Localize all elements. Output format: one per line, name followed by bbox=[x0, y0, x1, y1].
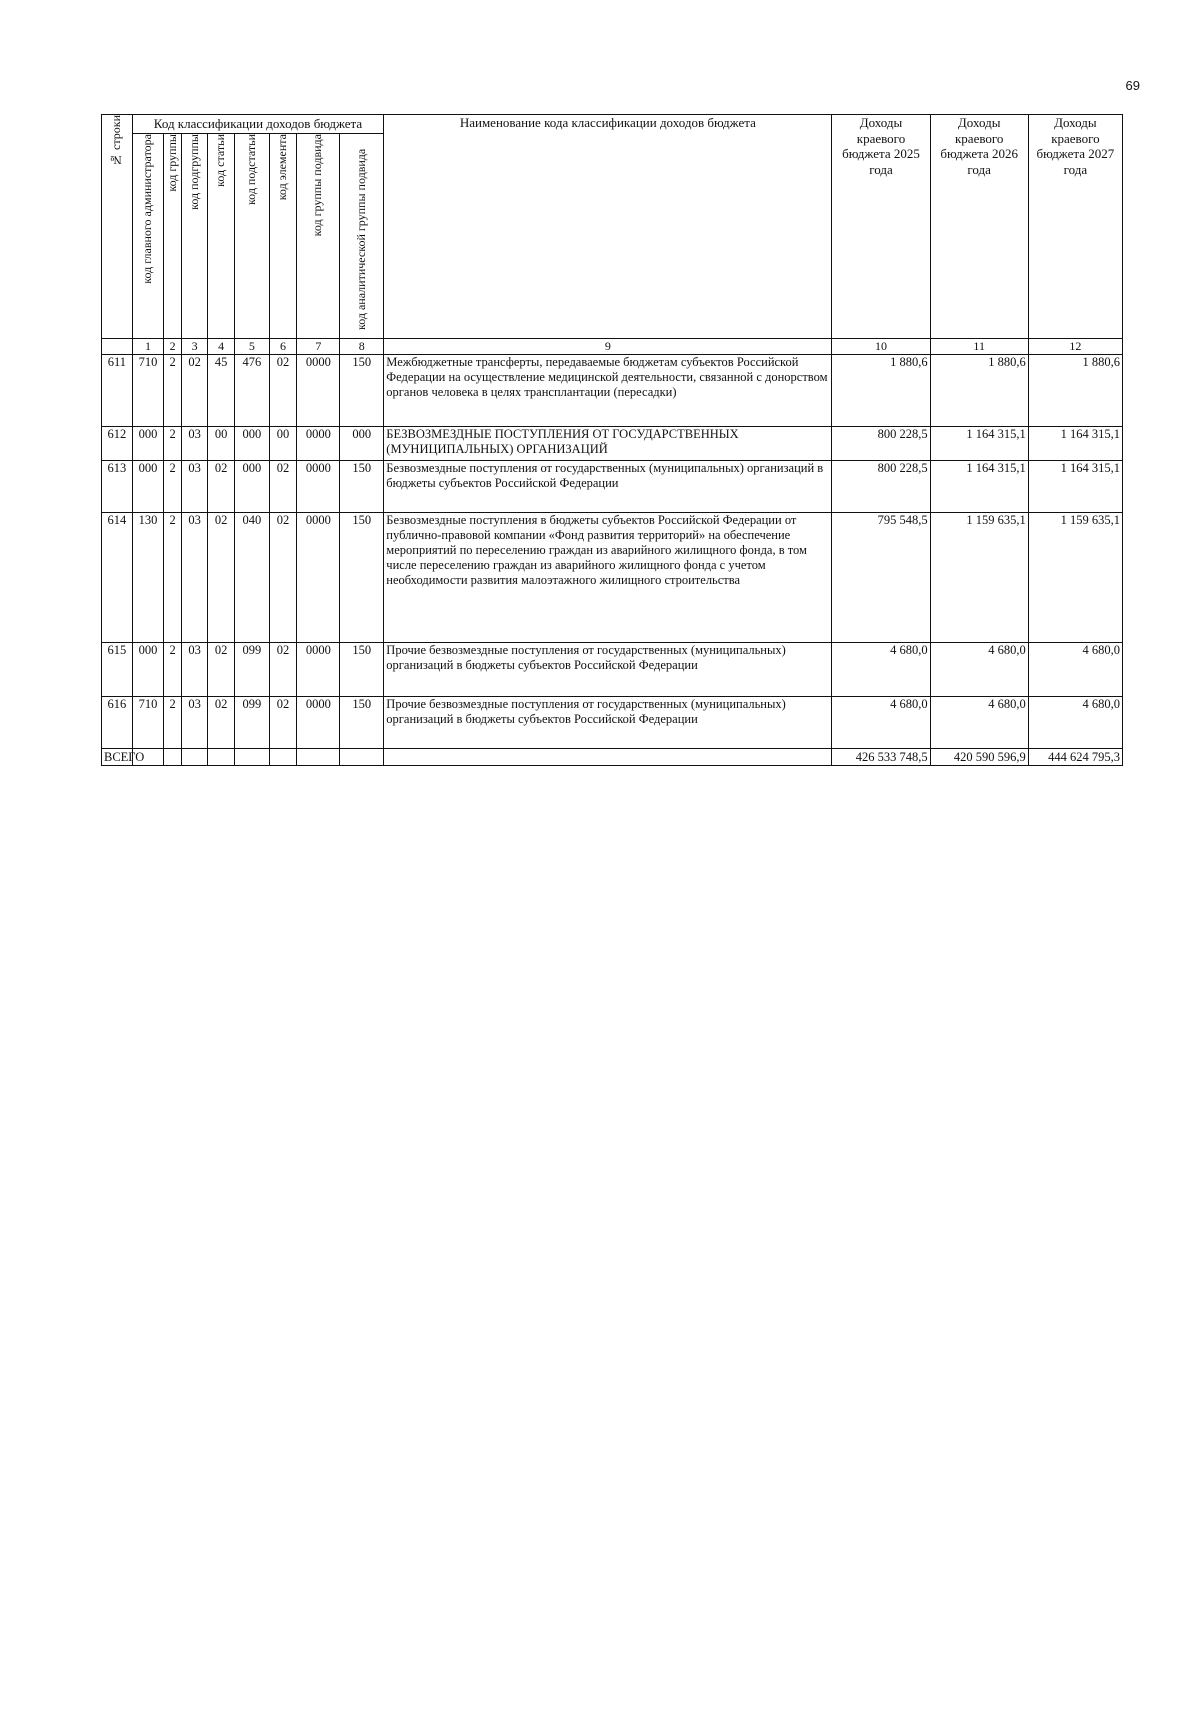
row-number-cell: 613 bbox=[102, 461, 133, 513]
total-2026-cell: 420 590 596,9 bbox=[930, 749, 1028, 766]
code-cell: 0000 bbox=[297, 513, 340, 643]
total-label: ВСЕГО bbox=[102, 749, 133, 766]
code-cell: 00 bbox=[269, 427, 297, 461]
name-column-header: Наименование кода классификации доходов бюджета bbox=[384, 115, 832, 339]
code-cell: 2 bbox=[164, 643, 181, 697]
column-number-cell: 4 bbox=[208, 339, 235, 355]
code-cell: 03 bbox=[181, 643, 208, 697]
code-cell: 0000 bbox=[297, 461, 340, 513]
code-cell bbox=[208, 749, 235, 766]
column-number-cell: 10 bbox=[832, 339, 930, 355]
code-cell: 00 bbox=[208, 427, 235, 461]
code-header-subtype-group: код группы подвида bbox=[297, 134, 340, 339]
total-2027-cell: 444 624 795,3 bbox=[1028, 749, 1122, 766]
code-header-article: код статьи bbox=[208, 134, 235, 339]
code-cell: 02 bbox=[269, 355, 297, 427]
column-number-cell: 2 bbox=[164, 339, 181, 355]
page-number: 69 bbox=[1125, 78, 1140, 93]
income-2027-header: Доходы краевого бюджета 2027 года bbox=[1028, 115, 1122, 339]
code-cell: 02 bbox=[269, 643, 297, 697]
code-cell: 130 bbox=[132, 513, 164, 643]
column-number-cell: 7 bbox=[297, 339, 340, 355]
income-2027-cell: 1 164 315,1 bbox=[1028, 427, 1122, 461]
name-cell: Межбюджетные трансферты, передаваемые бюджетам субъектов Российской Федерации на осуществление медицинской деятельности, связанной с донорством органов человека в целях трансплантации (пересадки) bbox=[384, 355, 832, 427]
code-cell: 2 bbox=[164, 355, 181, 427]
income-2026-cell: 1 880,6 bbox=[930, 355, 1028, 427]
code-cell: 099 bbox=[234, 697, 269, 749]
column-number-cell bbox=[102, 339, 133, 355]
total-2025-cell: 426 533 748,5 bbox=[832, 749, 930, 766]
income-2027-cell: 1 159 635,1 bbox=[1028, 513, 1122, 643]
income-2026-header: Доходы краевого бюджета 2026 года bbox=[930, 115, 1028, 339]
row-number-cell: 611 bbox=[102, 355, 133, 427]
total-row bbox=[102, 749, 1123, 766]
code-cell: 2 bbox=[164, 697, 181, 749]
income-2026-cell: 4 680,0 bbox=[930, 697, 1028, 749]
column-number-cell: 5 bbox=[234, 339, 269, 355]
code-cell: 710 bbox=[132, 355, 164, 427]
code-cell bbox=[297, 749, 340, 766]
code-cell bbox=[269, 749, 297, 766]
income-2026-cell: 4 680,0 bbox=[930, 643, 1028, 697]
table-header bbox=[102, 115, 1123, 355]
code-header-subgroup: код подгруппы bbox=[181, 134, 208, 339]
income-2027-cell: 1 880,6 bbox=[1028, 355, 1122, 427]
code-cell: 000 bbox=[340, 427, 384, 461]
column-number-cell: 12 bbox=[1028, 339, 1122, 355]
name-cell: Прочие безвозмездные поступления от государственных (муниципальных) организаций в бюджеты субъектов Российской Федерации bbox=[384, 643, 832, 697]
code-cell: 000 bbox=[132, 461, 164, 513]
code-cell: 02 bbox=[208, 461, 235, 513]
code-cell: 02 bbox=[208, 697, 235, 749]
budget-income-table bbox=[101, 114, 1123, 766]
code-cell: 02 bbox=[269, 513, 297, 643]
column-number-cell: 9 bbox=[384, 339, 832, 355]
code-header-administrator: код главного администратора bbox=[132, 134, 164, 339]
code-cell: 2 bbox=[164, 427, 181, 461]
income-2026-cell: 1 164 315,1 bbox=[930, 427, 1028, 461]
code-cell: 099 bbox=[234, 643, 269, 697]
income-2027-cell: 1 164 315,1 bbox=[1028, 461, 1122, 513]
code-cell: 150 bbox=[340, 513, 384, 643]
income-2025-cell: 800 228,5 bbox=[832, 461, 930, 513]
name-cell: Безвозмездные поступления от государственных (муниципальных) организаций в бюджеты субъектов Российской Федерации bbox=[384, 461, 832, 513]
row-number-cell: 614 bbox=[102, 513, 133, 643]
code-cell: 710 bbox=[132, 697, 164, 749]
column-number-cell: 1 bbox=[132, 339, 164, 355]
code-cell: 2 bbox=[164, 461, 181, 513]
code-cell: 02 bbox=[269, 697, 297, 749]
table-body bbox=[102, 355, 1123, 766]
row-number-cell: 615 bbox=[102, 643, 133, 697]
code-cell: 150 bbox=[340, 355, 384, 427]
column-number-cell: 6 bbox=[269, 339, 297, 355]
code-cell: 02 bbox=[208, 513, 235, 643]
code-cell bbox=[340, 749, 384, 766]
code-cell: 45 bbox=[208, 355, 235, 427]
income-2025-cell: 800 228,5 bbox=[832, 427, 930, 461]
code-cell: 0000 bbox=[297, 427, 340, 461]
code-cell: 150 bbox=[340, 697, 384, 749]
code-cell: 0000 bbox=[297, 643, 340, 697]
code-cell: 03 bbox=[181, 427, 208, 461]
code-cell: 040 bbox=[234, 513, 269, 643]
code-cell bbox=[234, 749, 269, 766]
income-2025-cell: 795 548,5 bbox=[832, 513, 930, 643]
column-number-row bbox=[102, 339, 1123, 355]
column-number-cell: 8 bbox=[340, 339, 384, 355]
code-cell: 000 bbox=[234, 461, 269, 513]
code-header-element: код элемента bbox=[269, 134, 297, 339]
table-row bbox=[102, 697, 1123, 749]
code-header-group: код группы bbox=[164, 134, 181, 339]
name-cell bbox=[384, 749, 832, 766]
code-cell: 0000 bbox=[297, 697, 340, 749]
code-cell: 02 bbox=[208, 643, 235, 697]
income-2027-cell: 4 680,0 bbox=[1028, 643, 1122, 697]
table-row bbox=[102, 643, 1123, 697]
name-cell: Прочие безвозмездные поступления от государственных (муниципальных) организаций в бюджеты субъектов Российской Федерации bbox=[384, 697, 832, 749]
code-cell: 000 bbox=[132, 643, 164, 697]
code-cell: 2 bbox=[164, 513, 181, 643]
code-cell: 03 bbox=[181, 697, 208, 749]
code-header-analytic-subtype-group: код аналитической группы подвида bbox=[340, 134, 384, 339]
code-cell: 000 bbox=[132, 427, 164, 461]
row-number-header: № строки bbox=[102, 115, 133, 339]
code-cell: 150 bbox=[340, 643, 384, 697]
table-row bbox=[102, 513, 1123, 643]
classification-code-group-header: Код классификации доходов бюджета bbox=[132, 115, 384, 134]
income-2025-cell: 1 880,6 bbox=[832, 355, 930, 427]
code-cell: 150 bbox=[340, 461, 384, 513]
row-number-cell: 616 bbox=[102, 697, 133, 749]
table-row bbox=[102, 461, 1123, 513]
code-cell: 03 bbox=[181, 461, 208, 513]
income-2025-cell: 4 680,0 bbox=[832, 697, 930, 749]
name-cell: БЕЗВОЗМЕЗДНЫЕ ПОСТУПЛЕНИЯ ОТ ГОСУДАРСТВЕННЫХ (МУНИЦИПАЛЬНЫХ) ОРГАНИЗАЦИЙ bbox=[384, 427, 832, 461]
income-2025-header: Доходы краевого бюджета 2025 года bbox=[832, 115, 930, 339]
table-row bbox=[102, 355, 1123, 427]
code-cell: 02 bbox=[181, 355, 208, 427]
column-number-cell: 3 bbox=[181, 339, 208, 355]
column-number-cell: 11 bbox=[930, 339, 1028, 355]
table-row bbox=[102, 427, 1123, 461]
row-number-cell: 612 bbox=[102, 427, 133, 461]
code-cell bbox=[164, 749, 181, 766]
name-cell: Безвозмездные поступления в бюджеты субъектов Российской Федерации от публично-правовой компании «Фонд развития территорий» на обеспечение мероприятий по переселению граждан из аварийного жилищного фонда, в том числе переселению граждан из аварийного жилищного фонда с учетом необходимости развития малоэтажного жилищного строительства bbox=[384, 513, 832, 643]
code-header-subarticle: код подстатьи bbox=[234, 134, 269, 339]
income-2027-cell: 4 680,0 bbox=[1028, 697, 1122, 749]
code-cell bbox=[181, 749, 208, 766]
income-2026-cell: 1 159 635,1 bbox=[930, 513, 1028, 643]
code-cell: 03 bbox=[181, 513, 208, 643]
code-cell: 02 bbox=[269, 461, 297, 513]
income-2026-cell: 1 164 315,1 bbox=[930, 461, 1028, 513]
code-cell: 0000 bbox=[297, 355, 340, 427]
income-2025-cell: 4 680,0 bbox=[832, 643, 930, 697]
code-cell: 000 bbox=[234, 427, 269, 461]
code-cell: 476 bbox=[234, 355, 269, 427]
